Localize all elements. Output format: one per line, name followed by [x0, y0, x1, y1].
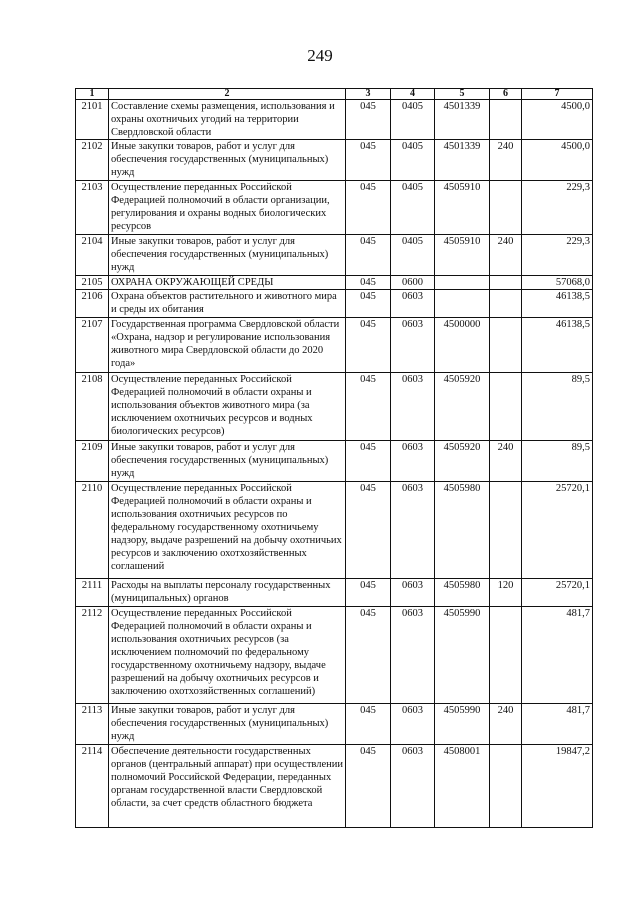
table-row [76, 140, 593, 181]
section-code-cell: 0603 [391, 607, 435, 704]
row-number-cell: 2103 [76, 181, 109, 235]
amount-cell: 57068,0 [522, 276, 593, 290]
table-row [76, 100, 593, 140]
amount-cell: 229,3 [522, 235, 593, 276]
ministry-code-cell: 045 [346, 276, 391, 290]
table-row [76, 318, 593, 373]
section-code-cell: 0405 [391, 235, 435, 276]
item-name-cell: Осуществление переданных Российской Федерацией полномочий в области охраны и использования объектов животного мира (за исключением охотничьих ресурсов и водных биологических ресурсов) [109, 373, 346, 441]
target-article-cell: 4501339 [435, 140, 490, 181]
ministry-code-cell: 045 [346, 373, 391, 441]
expense-type-cell [490, 276, 522, 290]
item-name-cell: Иные закупки товаров, работ и услуг для обеспечения государственных (муниципальных) нужд [109, 441, 346, 482]
item-name-cell: Осуществление переданных Российской Федерацией полномочий в области охраны и использования охотничьих ресурсов (за исключением полномочий по федеральному государственному охотничьему надзору, выдаче разрешений на добычу охотничьих ресурсов и заключению охотхозяйственных соглашений) [109, 607, 346, 704]
column-header: 6 [490, 89, 522, 100]
item-name-cell: Расходы на выплаты персоналу государственных (муниципальных) органов [109, 579, 346, 607]
ministry-code-cell: 045 [346, 579, 391, 607]
section-code-cell: 0405 [391, 100, 435, 140]
item-name-cell: Осуществление переданных Российской Федерацией полномочий в области охраны и использования охотничьих ресурсов по федеральному государственному охотничьему надзору, выдаче разрешений на добычу охотничьих ресурсов и заключению охотхозяйственных соглашений [109, 482, 346, 579]
table-row [76, 607, 593, 704]
row-number-cell: 2111 [76, 579, 109, 607]
table-row [76, 181, 593, 235]
amount-cell: 89,5 [522, 441, 593, 482]
section-code-cell: 0603 [391, 579, 435, 607]
item-name-cell: ОХРАНА ОКРУЖАЮЩЕЙ СРЕДЫ [109, 276, 346, 290]
expense-type-cell [490, 181, 522, 235]
row-number-cell: 2113 [76, 704, 109, 745]
budget-table [75, 88, 593, 828]
amount-cell: 46138,5 [522, 290, 593, 318]
target-article-cell [435, 290, 490, 318]
item-name-cell: Иные закупки товаров, работ и услуг для обеспечения государственных (муниципальных) нужд [109, 140, 346, 181]
ministry-code-cell: 045 [346, 290, 391, 318]
item-name-cell: Осуществление переданных Российской Федерацией полномочий в области организации, регулирования и охраны водных биологических ресурсов [109, 181, 346, 235]
row-number-cell: 2101 [76, 100, 109, 140]
column-header: 7 [522, 89, 593, 100]
expense-type-cell [490, 100, 522, 140]
expense-type-cell [490, 290, 522, 318]
table-row [76, 579, 593, 607]
target-article-cell: 4508001 [435, 745, 490, 828]
row-number-cell: 2109 [76, 441, 109, 482]
table-row [76, 290, 593, 318]
item-name-cell: Обеспечение деятельности государственных органов (центральный аппарат) при осуществлении полномочий Российской Федерации, переданных органам государственной власти Свердловской области, за счет средств областного бюджета [109, 745, 346, 828]
ministry-code-cell: 045 [346, 100, 391, 140]
row-number-cell: 2105 [76, 276, 109, 290]
row-number-cell: 2107 [76, 318, 109, 373]
target-article-cell: 4500000 [435, 318, 490, 373]
expense-type-cell: 240 [490, 441, 522, 482]
column-header: 4 [391, 89, 435, 100]
amount-cell: 46138,5 [522, 318, 593, 373]
row-number-cell: 2106 [76, 290, 109, 318]
section-code-cell: 0603 [391, 318, 435, 373]
target-article-cell: 4501339 [435, 100, 490, 140]
column-header: 5 [435, 89, 490, 100]
section-code-cell: 0603 [391, 373, 435, 441]
expense-type-cell [490, 318, 522, 373]
row-number-cell: 2110 [76, 482, 109, 579]
section-code-cell: 0603 [391, 482, 435, 579]
page-number: 249 [307, 46, 333, 65]
expense-type-cell [490, 373, 522, 441]
target-article-cell: 4505910 [435, 235, 490, 276]
table-row [76, 704, 593, 745]
target-article-cell: 4505990 [435, 704, 490, 745]
section-code-cell: 0603 [391, 704, 435, 745]
expense-type-cell: 240 [490, 704, 522, 745]
amount-cell: 89,5 [522, 373, 593, 441]
target-article-cell: 4505980 [435, 579, 490, 607]
target-article-cell: 4505910 [435, 181, 490, 235]
expense-type-cell [490, 482, 522, 579]
target-article-cell: 4505980 [435, 482, 490, 579]
section-code-cell: 0600 [391, 276, 435, 290]
item-name-cell: Составление схемы размещения, использования и охраны охотничьих угодий на территории Свердловской области [109, 100, 346, 140]
expense-type-cell: 120 [490, 579, 522, 607]
table-header-row [76, 89, 593, 100]
section-code-cell: 0405 [391, 181, 435, 235]
amount-cell: 4500,0 [522, 100, 593, 140]
table-body [76, 100, 593, 828]
item-name-cell: Иные закупки товаров, работ и услуг для обеспечения государственных (муниципальных) нужд [109, 704, 346, 745]
row-number-cell: 2108 [76, 373, 109, 441]
ministry-code-cell: 045 [346, 745, 391, 828]
target-article-cell: 4505920 [435, 373, 490, 441]
target-article-cell [435, 276, 490, 290]
row-number-cell: 2112 [76, 607, 109, 704]
amount-cell: 25720,1 [522, 482, 593, 579]
expense-type-cell [490, 745, 522, 828]
row-number-cell: 2104 [76, 235, 109, 276]
target-article-cell: 4505990 [435, 607, 490, 704]
amount-cell: 481,7 [522, 607, 593, 704]
table-row [76, 235, 593, 276]
section-code-cell: 0603 [391, 441, 435, 482]
column-header: 3 [346, 89, 391, 100]
amount-cell: 25720,1 [522, 579, 593, 607]
row-number-cell: 2102 [76, 140, 109, 181]
section-code-cell: 0405 [391, 140, 435, 181]
expense-type-cell: 240 [490, 140, 522, 181]
row-number-cell: 2114 [76, 745, 109, 828]
ministry-code-cell: 045 [346, 607, 391, 704]
amount-cell: 4500,0 [522, 140, 593, 181]
table-row [76, 482, 593, 579]
section-code-cell: 0603 [391, 745, 435, 828]
expense-type-cell: 240 [490, 235, 522, 276]
amount-cell: 481,7 [522, 704, 593, 745]
column-header: 1 [76, 89, 109, 100]
ministry-code-cell: 045 [346, 441, 391, 482]
item-name-cell: Охрана объектов растительного и животного мира и среды их обитания [109, 290, 346, 318]
table-row [76, 373, 593, 441]
ministry-code-cell: 045 [346, 235, 391, 276]
expense-type-cell [490, 607, 522, 704]
ministry-code-cell: 045 [346, 704, 391, 745]
table-row [76, 745, 593, 828]
item-name-cell: Государственная программа Свердловской области «Охрана, надзор и регулирование использования животного мира Свердловской области до 2020 года» [109, 318, 346, 373]
column-header: 2 [109, 89, 346, 100]
item-name-cell: Иные закупки товаров, работ и услуг для обеспечения государственных (муниципальных) нужд [109, 235, 346, 276]
target-article-cell: 4505920 [435, 441, 490, 482]
ministry-code-cell: 045 [346, 181, 391, 235]
amount-cell: 229,3 [522, 181, 593, 235]
amount-cell: 19847,2 [522, 745, 593, 828]
section-code-cell: 0603 [391, 290, 435, 318]
table-row [76, 276, 593, 290]
ministry-code-cell: 045 [346, 482, 391, 579]
ministry-code-cell: 045 [346, 318, 391, 373]
ministry-code-cell: 045 [346, 140, 391, 181]
table-row [76, 441, 593, 482]
